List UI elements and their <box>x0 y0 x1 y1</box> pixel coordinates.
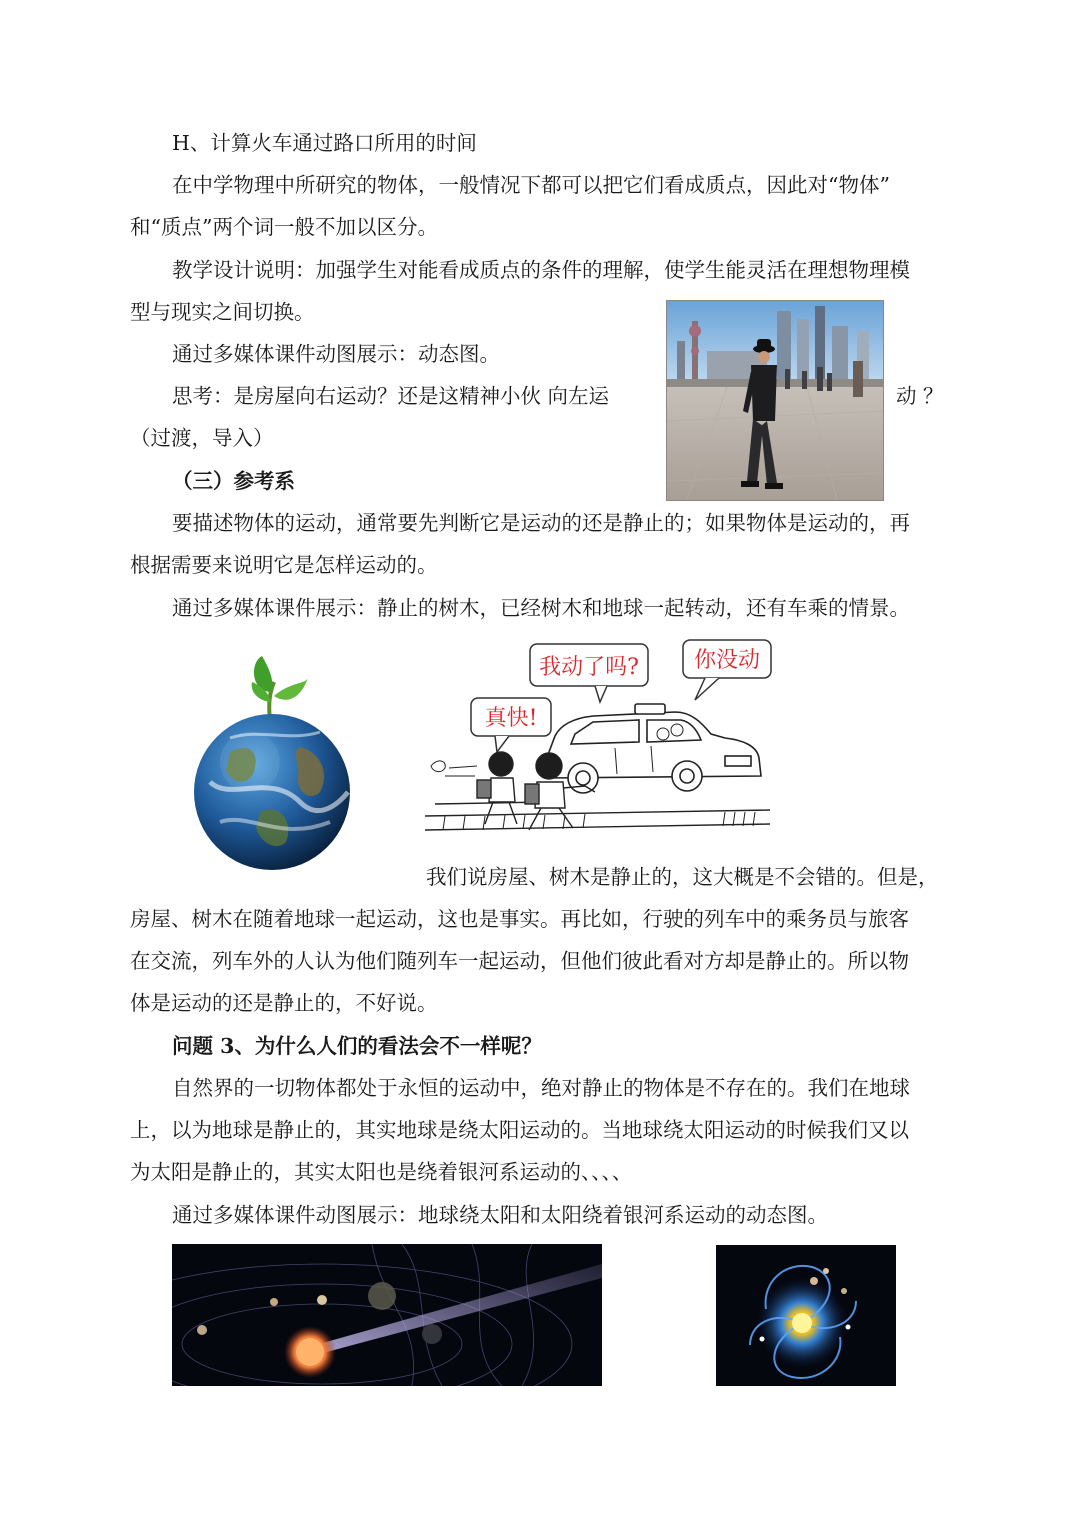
section-heading: （三）参考系 <box>172 469 295 493</box>
speech-bubble <box>683 640 771 700</box>
paragraph-line: 通过多媒体课件展示：静止的树木，已经树木和地球一起转动，还有车乘的情景。 <box>172 596 910 620</box>
paragraph-line: 教学设计说明：加强学生对能看成质点的条件的理解，使学生能灵活在理想物理模 <box>172 258 910 282</box>
paragraph-line: 在交流，列车外的人认为他们随列车一起运动，但他们彼此看对方却是静止的。所以物 <box>130 949 909 973</box>
paragraph-line: 动 ？ <box>896 384 944 408</box>
paragraph-line: 上，以为地球是静止的，其实地球是绕太阳运动的。当地球绕太阳运动的时候我们又以 <box>130 1118 909 1142</box>
bubble-text: 真快! <box>484 706 538 731</box>
paragraph-line: 思考：是房屋向右运动？还是这精神小伙 向左运 <box>172 384 610 408</box>
paragraph-line: 通过多媒体课件动图展示：地球绕太阳和太阳绕着银河系运动的动态图。 <box>172 1203 828 1227</box>
paragraph-line: 在中学物理中所研究的物体，一般情况下都可以把它们看成质点，因此对“物体” <box>172 173 890 197</box>
paragraph-line: 体是运动的还是静止的，不好说。 <box>130 991 438 1015</box>
bubble-text: 我动了吗? <box>539 655 639 680</box>
question-heading: 问题 3、为什么人们的看法会不一样呢？ <box>172 1034 542 1058</box>
paragraph-line: 为太阳是静止的，其实太阳也是绕着银河系运动的、、、、 <box>130 1160 633 1184</box>
paragraph-line: 房屋、树木在随着地球一起运动，这也是事实。再比如，行驶的列车中的乘务员与旅客 <box>130 907 909 931</box>
paragraph-line: 和“质点”两个词一般不加以区分。 <box>130 215 438 239</box>
galaxy-image <box>716 1245 896 1386</box>
paragraph-line: 要描述物体的运动，通常要先判断它是运动的还是静止的；如果物体是运动的，再 <box>172 511 910 535</box>
paragraph-line: 根据需要来说明它是怎样运动的。 <box>130 553 438 577</box>
solar-system-image <box>172 1244 602 1386</box>
earth-seedling-image <box>190 652 355 872</box>
paragraph-line: 型与现实之间切换。 <box>130 300 315 324</box>
bubble-text: 你没动 <box>693 648 761 673</box>
paragraph-line: H、计算火车通过路口所用的时间 <box>172 131 477 155</box>
street-photo <box>666 300 884 501</box>
paragraph-line: （过渡，导入） <box>130 426 274 450</box>
paragraph-line: 通过多媒体课件动图展示：动态图。 <box>172 342 500 366</box>
speech-bubble <box>530 644 648 702</box>
paragraph-line: 我们说房屋、树木是静止的，这大概是不会错的。但是， <box>426 865 939 889</box>
speech-bubble <box>471 698 551 752</box>
paragraph-line: 自然界的一切物体都处于永恒的运动中，绝对静止的物体是不存在的。我们在地球 <box>172 1076 910 1100</box>
taxi-cartoon <box>425 638 785 848</box>
